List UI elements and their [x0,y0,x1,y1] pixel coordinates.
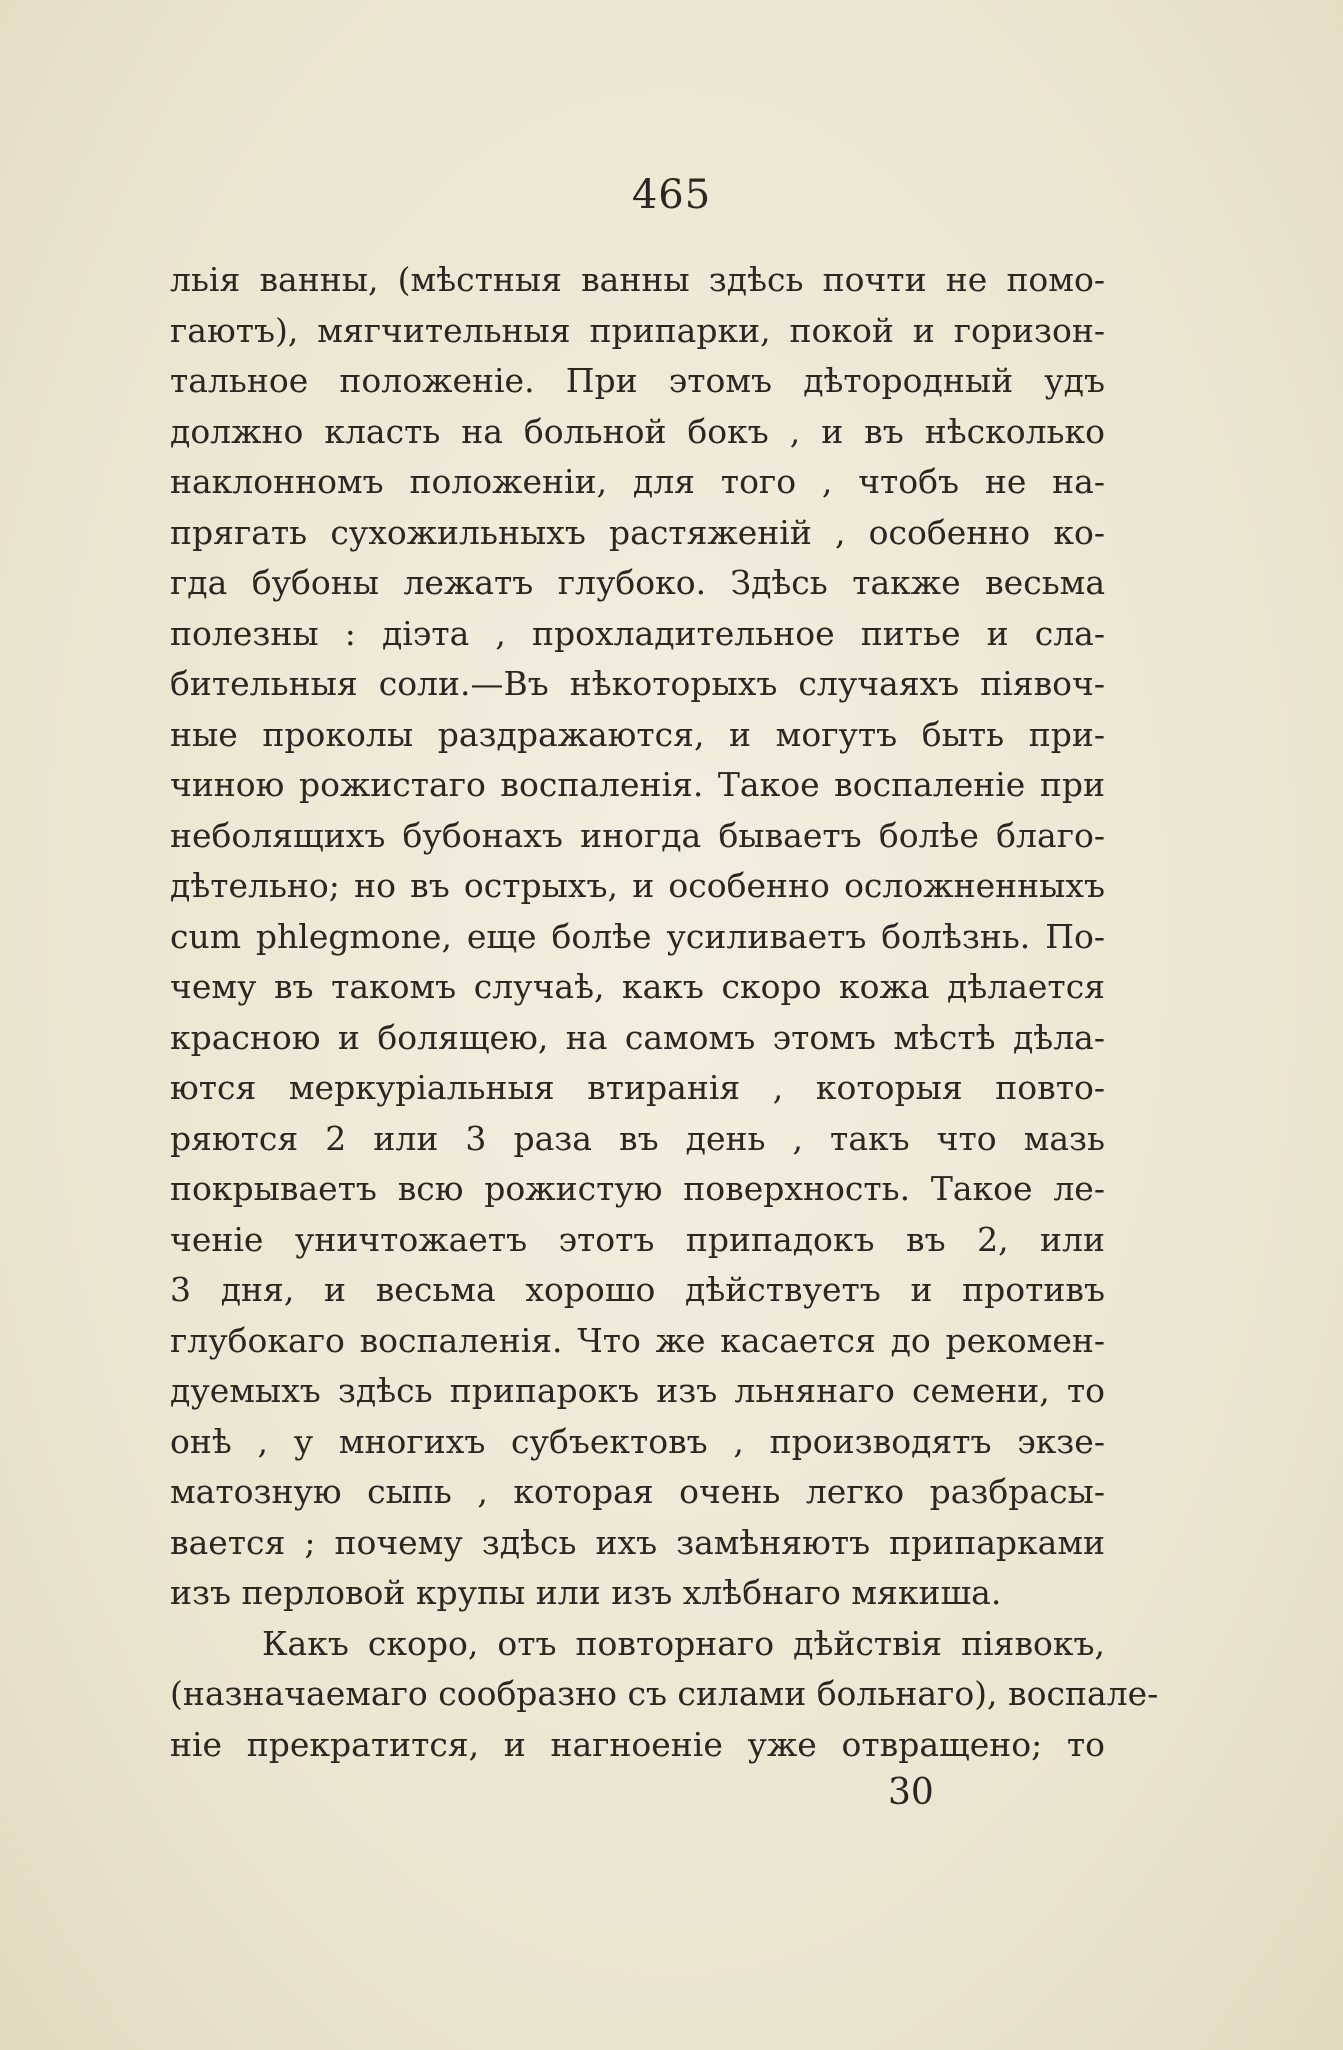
text-line: онѣ , у многихъ субъектовъ , производятъ экзе- [170,1421,1105,1461]
text-line: бительныя соли.—Въ нѣкоторыхъ случаяхъ піявоч- [170,664,1105,703]
text-line: льія ванны, (мѣстныя ванны здѣсь почти не помо- [170,260,1105,299]
text-line: чему въ такомъ случаѣ, какъ скоро кожа дѣлается [170,967,1105,1006]
text-line: глубокаго воспаленія. Что же касается до рекомен- [170,1320,1105,1360]
text-line: ные проколы раздражаются, и могутъ быть при- [170,714,1105,754]
text-line: дѣтельно; но въ острыхъ, и особенно осложненныхъ [170,866,1105,905]
signature-mark: 30 [888,1772,934,1813]
text-line: тальное положеніе. При этомъ дѣтородный удъ [170,361,1105,400]
body-text [170,255,1159,1770]
text-line: Какъ скоро, отъ повторнаго дѣйствія піявокъ, [262,1623,1105,1663]
text-line: красною и болящею, на самомъ этомъ мѣстѣ дѣла- [170,1017,1105,1057]
text-line: вается ; почему здѣсь ихъ замѣняютъ припарками [170,1522,1105,1562]
text-line: ченіе уничтожаетъ этотъ припадокъ въ 2, или [170,1219,1105,1259]
text-line: гда бубоны лежатъ глубоко. Здѣсь также весьма [170,563,1105,602]
text-line: прягать сухожильныхъ растяженій , особенно ко- [170,512,1105,552]
text-line: ряются 2 или 3 раза въ день , такъ что мазь [170,1118,1105,1158]
page-number: 465 [631,172,712,218]
text-line: cum phlegmone, еще болѣе усиливаетъ болѣзнь. По- [170,916,1105,956]
text-line: покрываетъ всю рожистую поверхность. Такое ле- [170,1169,1105,1208]
text-line: матозную сыпь , которая очень легко разбрасы- [170,1472,1105,1511]
text-line: изъ перловой крупы или изъ хлѣбнаго мякиша. [170,1573,1002,1612]
text-line: неболящихъ бубонахъ иногда бываетъ болѣе благо- [170,815,1105,855]
text-line: 3 дня, и весьма хорошо дѣйствуетъ и противъ [170,1270,1105,1309]
text-line: чиною рожистаго воспаленія. Такое воспаленіе при [170,765,1105,804]
text-line: наклонномъ положеніи, для того , чтобъ не на- [170,462,1105,501]
text-line: должно класть на больной бокъ , и въ нѣсколько [170,411,1105,451]
text-line: гаютъ), мягчительныя припарки, покой и горизон- [170,310,1105,350]
text-line: (назначаемаго сообразно съ силами больнаго), воспале- [170,1674,1159,1713]
text-line: полезны : діэта , прохладительное питье и сла- [170,613,1105,653]
text-line: ніе прекратится, и нагноеніе уже отвращено; то [170,1724,1105,1764]
text-line: ются меркуріальныя втиранія , которыя повто- [170,1068,1105,1107]
text-line: дуемыхъ здѣсь припарокъ изъ льнянаго семени, то [170,1371,1105,1410]
